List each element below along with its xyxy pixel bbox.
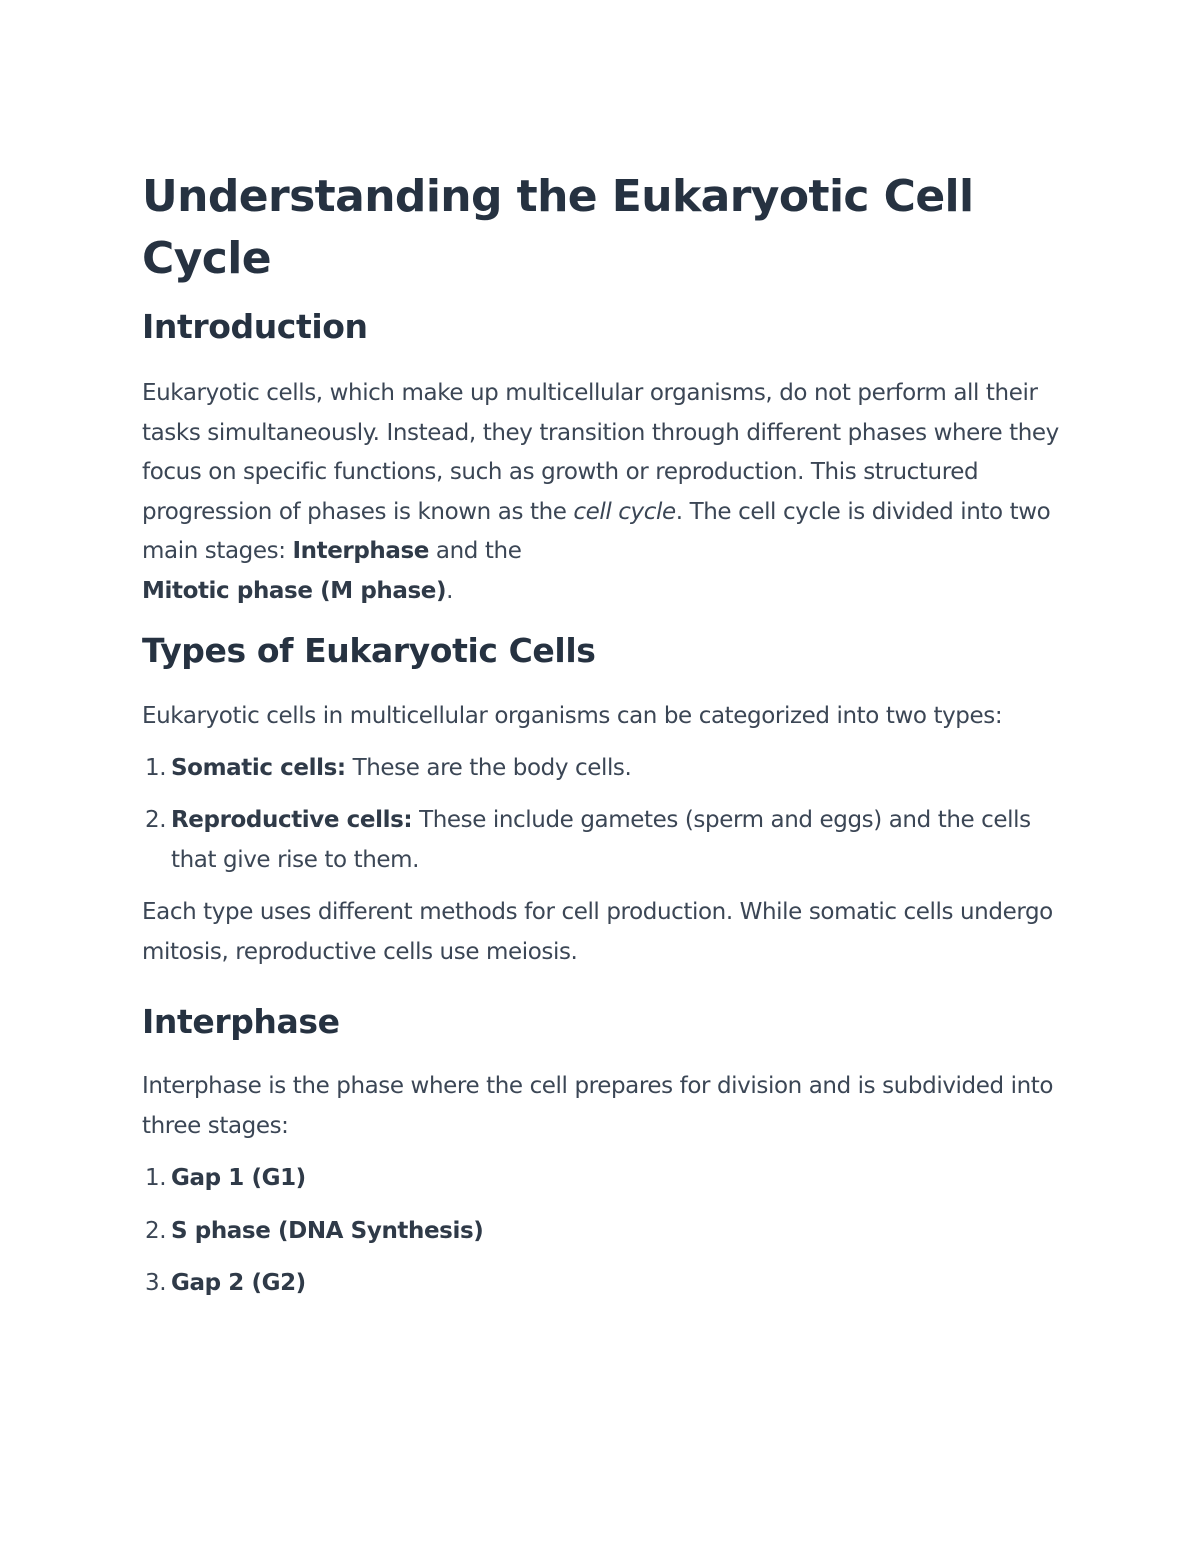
list-item-number: 2.	[145, 1217, 167, 1244]
section-heading-types: Types of Eukaryotic Cells	[142, 631, 596, 670]
document-title: Understanding the Eukaryotic Cell Cycle	[142, 171, 974, 284]
list-item	[142, 749, 1062, 789]
section-heading-introduction: Introduction	[142, 307, 368, 346]
intro-text-4: .	[446, 577, 454, 604]
introduction-paragraph	[142, 374, 1062, 611]
interphase-stages-list	[142, 1159, 1062, 1304]
section-heading-interphase: Interphase	[142, 1002, 340, 1041]
list-item	[142, 1264, 1062, 1304]
intro-text-1: Eukaryotic cells, which make up multicellular organisms, do not perform all their tasks simultaneously. Instead, they transition through different phases where they focus on specific functions, such as growth or reproduction. This structured progression of phases is known as the	[142, 380, 1059, 525]
intro-text-2: . The cell cycle is divided into two main stages:	[142, 498, 1051, 564]
list-item-term: Somatic cells:	[171, 754, 346, 781]
intro-bold-term-mitotic: Mitotic phase (M phase)	[142, 577, 447, 604]
stage-label: Gap 2 (G2)	[171, 1270, 306, 1296]
list-item-text: These are the body cells.	[345, 754, 632, 781]
list-item-number: 1.	[145, 1165, 167, 1191]
list-item	[142, 801, 1062, 880]
document-page	[142, 166, 1062, 1304]
interphase-intro-paragraph: Interphase is the phase where the cell prepares for division and is subdivided into three stages:	[142, 1073, 1054, 1139]
types-closing-paragraph: Each type uses different methods for cell production. While somatic cells undergo mitosis, reproductive cells use meiosis.	[142, 899, 1053, 965]
list-item-number: 1.	[145, 754, 167, 781]
list-item-term: Reproductive cells:	[171, 807, 413, 833]
stage-label: S phase (DNA Synthesis)	[171, 1217, 484, 1244]
types-intro-paragraph: Eukaryotic cells in multicellular organisms can be categorized into two types:	[142, 703, 1003, 729]
intro-italic-term: cell cycle	[573, 498, 676, 525]
cell-types-list	[142, 749, 1062, 881]
list-item-text: These include gametes (sperm and eggs) and the cells that give rise to them.	[171, 807, 1031, 873]
intro-text-3: and the	[429, 538, 522, 564]
list-item-number: 2.	[145, 807, 167, 833]
list-item-number: 3.	[145, 1270, 167, 1296]
list-item	[142, 1159, 1062, 1199]
stage-label: Gap 1 (G1)	[171, 1165, 306, 1191]
intro-bold-term-interphase: Interphase	[292, 538, 429, 564]
list-item	[142, 1212, 1062, 1252]
